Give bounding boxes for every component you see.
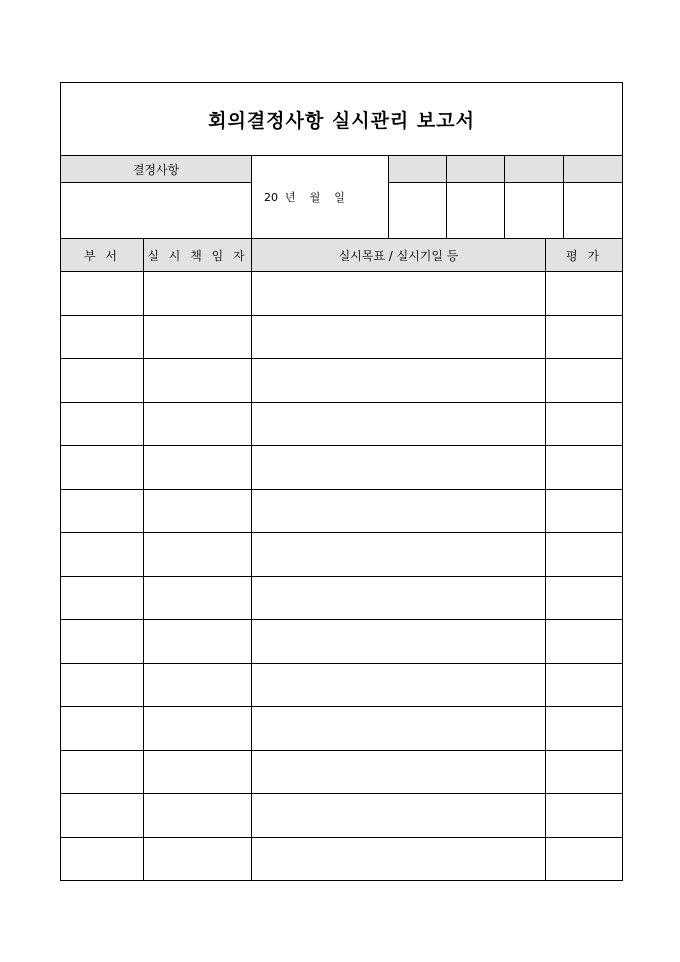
approval-label-4: [564, 156, 623, 183]
cell-owner[interactable]: [144, 489, 252, 533]
cell-evaluation[interactable]: [546, 794, 623, 838]
approval-label-2: [447, 156, 505, 183]
table-row: [61, 359, 623, 403]
cell-department[interactable]: [61, 663, 144, 707]
table-row: [61, 794, 623, 838]
cell-goal[interactable]: [252, 359, 546, 403]
decision-label: 결정사항: [61, 156, 252, 183]
table-row: [61, 402, 623, 446]
header-evaluation: 평 가: [546, 239, 623, 272]
cell-evaluation[interactable]: [546, 750, 623, 794]
table-body: [61, 272, 623, 881]
cell-goal[interactable]: [252, 794, 546, 838]
cell-department[interactable]: [61, 446, 144, 490]
table-row: [61, 663, 623, 707]
cell-evaluation[interactable]: [546, 576, 623, 620]
header-goal: 실시목표 / 실시기일 등: [252, 239, 546, 272]
table-row: [61, 837, 623, 881]
cell-owner[interactable]: [144, 533, 252, 577]
cell-department[interactable]: [61, 576, 144, 620]
approval-sign-1[interactable]: [389, 183, 447, 239]
header-owner: 실 시 책 임 자: [144, 239, 252, 272]
cell-evaluation[interactable]: [546, 402, 623, 446]
cell-goal[interactable]: [252, 533, 546, 577]
approval-label-1: [389, 156, 447, 183]
cell-goal[interactable]: [252, 837, 546, 881]
cell-evaluation[interactable]: [546, 533, 623, 577]
cell-department[interactable]: [61, 489, 144, 533]
cell-department[interactable]: [61, 750, 144, 794]
cell-goal[interactable]: [252, 576, 546, 620]
cell-owner[interactable]: [144, 837, 252, 881]
cell-owner[interactable]: [144, 707, 252, 751]
cell-owner[interactable]: [144, 359, 252, 403]
cell-department[interactable]: [61, 533, 144, 577]
cell-department[interactable]: [61, 707, 144, 751]
approval-label-3: [505, 156, 564, 183]
cell-evaluation[interactable]: [546, 663, 623, 707]
header-department: 부 서: [61, 239, 144, 272]
cell-owner[interactable]: [144, 272, 252, 316]
table-row: [61, 533, 623, 577]
approval-sign-3[interactable]: [505, 183, 564, 239]
table-row: [61, 576, 623, 620]
cell-evaluation[interactable]: [546, 707, 623, 751]
report-form: [60, 82, 622, 879]
cell-goal[interactable]: [252, 707, 546, 751]
table-row: [61, 446, 623, 490]
cell-department[interactable]: [61, 794, 144, 838]
cell-goal[interactable]: [252, 620, 546, 664]
cell-goal[interactable]: [252, 663, 546, 707]
decision-value[interactable]: [61, 183, 252, 239]
cell-owner[interactable]: [144, 750, 252, 794]
cell-evaluation[interactable]: [546, 489, 623, 533]
table-row: [61, 707, 623, 751]
cell-owner[interactable]: [144, 794, 252, 838]
decision-date[interactable]: 20 년 월 일: [252, 156, 389, 239]
cell-department[interactable]: [61, 837, 144, 881]
cell-goal[interactable]: [252, 446, 546, 490]
cell-department[interactable]: [61, 315, 144, 359]
cell-owner[interactable]: [144, 402, 252, 446]
document-title: 회의결정사항 실시관리 보고서: [61, 83, 623, 156]
cell-evaluation[interactable]: [546, 272, 623, 316]
cell-evaluation[interactable]: [546, 837, 623, 881]
cell-goal[interactable]: [252, 750, 546, 794]
cell-department[interactable]: [61, 620, 144, 664]
cell-owner[interactable]: [144, 315, 252, 359]
cell-goal[interactable]: [252, 272, 546, 316]
report-table: [60, 82, 623, 881]
cell-department[interactable]: [61, 272, 144, 316]
table-row: [61, 489, 623, 533]
cell-evaluation[interactable]: [546, 315, 623, 359]
cell-department[interactable]: [61, 402, 144, 446]
cell-owner[interactable]: [144, 620, 252, 664]
cell-goal[interactable]: [252, 315, 546, 359]
cell-department[interactable]: [61, 359, 144, 403]
approval-sign-2[interactable]: [447, 183, 505, 239]
approval-sign-4[interactable]: [564, 183, 623, 239]
table-row: [61, 315, 623, 359]
cell-goal[interactable]: [252, 402, 546, 446]
cell-owner[interactable]: [144, 576, 252, 620]
cell-evaluation[interactable]: [546, 359, 623, 403]
cell-owner[interactable]: [144, 446, 252, 490]
cell-evaluation[interactable]: [546, 620, 623, 664]
table-row: [61, 620, 623, 664]
table-row: [61, 272, 623, 316]
cell-owner[interactable]: [144, 663, 252, 707]
cell-goal[interactable]: [252, 489, 546, 533]
table-row: [61, 750, 623, 794]
cell-evaluation[interactable]: [546, 446, 623, 490]
